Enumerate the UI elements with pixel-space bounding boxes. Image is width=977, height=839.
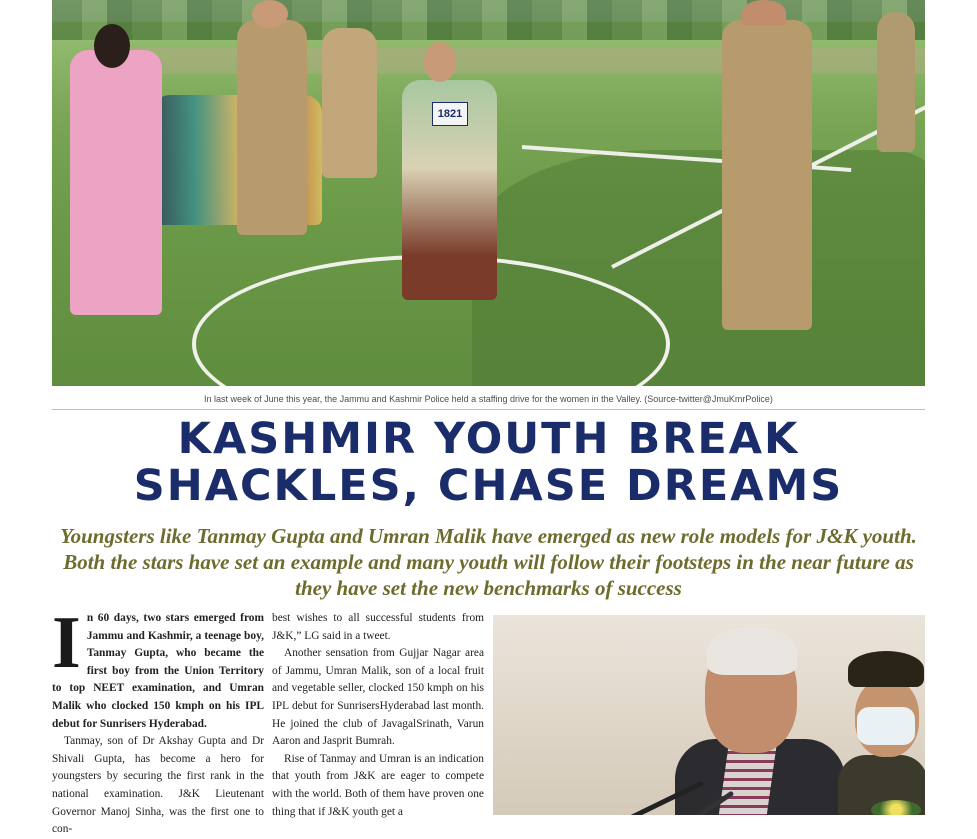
headline-line-2: SHACKLES, CHASE DREAMS	[133, 461, 844, 511]
photo-officer-khaki	[237, 20, 307, 235]
photo-speaker-stole	[717, 745, 776, 815]
top-photo-recruitment-drive	[52, 0, 925, 386]
photo-officer-cap	[848, 651, 924, 687]
headline-line-1: KASHMIR YOUTH BREAK	[177, 414, 800, 464]
article-deck: Youngsters like Tanmay Gupta and Umran Malik have emerged as new role models for J&K youth. Both the stars have set an example and many youth will follow their footsteps in the near future as they have set the new benchmarks of success	[60, 524, 917, 600]
photo-officer-far	[877, 12, 915, 152]
body-paragraph: best wishes to all successful students from J&K,” LG said in a tweet.	[272, 612, 484, 642]
photo-caption: In last week of June this year, the Jammu and Kashmir Police held a staffing drive for the women in the Valley. (Source-twitter@JmuKmrPolice)	[204, 394, 773, 404]
article-column-2	[272, 610, 484, 821]
photo-officer-right	[722, 20, 812, 330]
body-paragraph: Rise of Tanmay and Umran is an indication that youth from J&K are eager to compete with the world. Both of them have proven one thing that if J&K youth get a	[272, 752, 484, 818]
body-paragraph: Tanmay, son of Dr Akshay Gupta and Dr Shivali Gupta, has become a hero for youngsters by securing the first rank in the national examination. J&K Lieutenant Governor Manoj Sinha, was the first one to con-	[52, 735, 264, 836]
photo-flowers	[871, 800, 921, 815]
photo-bib: 1821	[432, 102, 468, 126]
photo-face-mask	[857, 707, 915, 745]
photo-head	[742, 0, 786, 26]
section-divider	[52, 409, 925, 410]
lead-paragraph	[52, 602, 264, 733]
body-paragraph: Another sensation from Gujjar Nagar area of Jammu, Umran Malik, son of a local fruit and vegetable seller, clocked 150 kmph on his IPL debut for SunrisersHyderabad last month. He joined the club of JavagalSrinath, Varun Aaron and Jasprit Bumrah.	[272, 647, 484, 748]
photo-head	[94, 24, 130, 68]
article-column-1	[52, 602, 264, 839]
drop-cap: I	[52, 602, 81, 684]
photo-woman-pink	[70, 50, 162, 315]
article-headline	[52, 416, 925, 510]
photo-head	[252, 0, 288, 28]
lg-speech-photo	[493, 615, 925, 815]
photo-speaker-hair	[707, 627, 797, 675]
photo-head	[424, 42, 456, 82]
lead-text: n 60 days, two stars emerged from Jammu and Kashmir, a teenage boy, Tanmay Gupta, who became the first boy from the Union Territory to top NEET examination, and Umran Malik who clocked 150 kmph on his IPL debut for Sunrisers Hyderabad.	[52, 612, 264, 730]
photo-woman-officer	[322, 28, 377, 178]
